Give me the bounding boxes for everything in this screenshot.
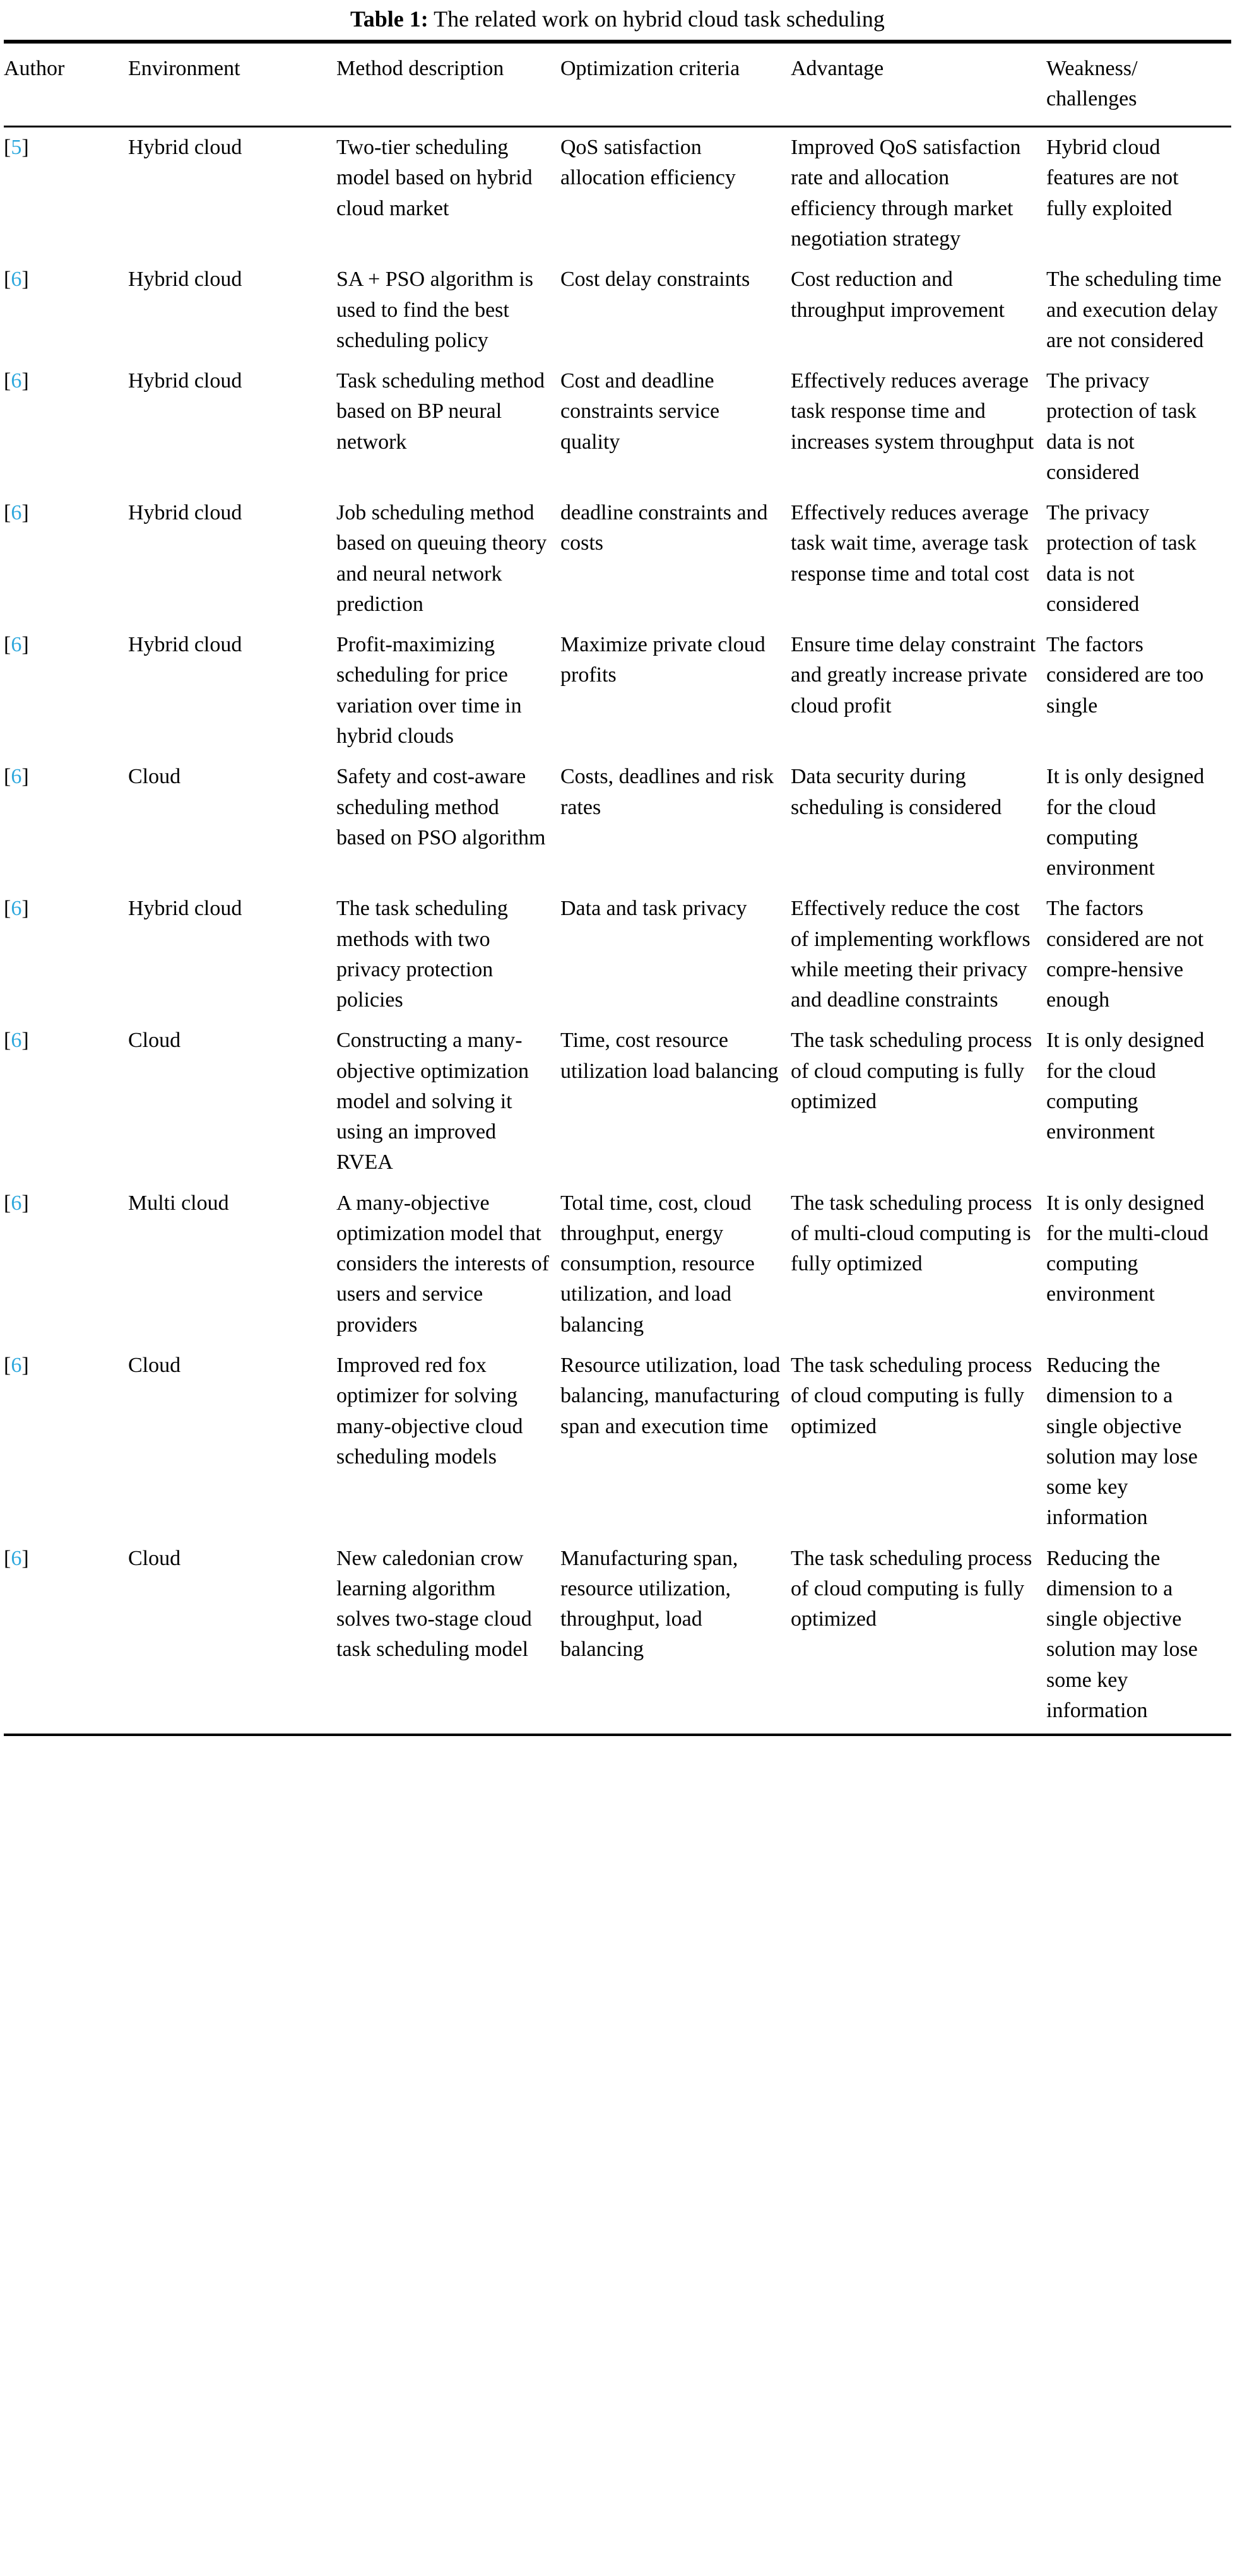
cell-environment: Cloud	[128, 1029, 181, 1053]
cell-weakness: Hybrid cloud features are not fully exploited	[1046, 136, 1179, 220]
citation-bracket-close: ]	[21, 501, 29, 525]
citation-number: 6	[11, 897, 22, 921]
cell-advantage: Effectively reduces average task wait time, average task response time and total cost	[791, 501, 1029, 586]
citation-reference[interactable]	[4, 1029, 29, 1052]
table-caption	[0, 0, 1235, 40]
citation-number: 5	[11, 136, 22, 160]
citation-number: 6	[11, 1191, 22, 1215]
cell-author	[4, 259, 128, 361]
cell-author	[4, 1183, 128, 1345]
table-row	[4, 361, 1231, 493]
cell-method: Two-tier scheduling model based on hybrid cloud market	[336, 136, 533, 220]
cell-criteria: Data and task privacy	[560, 897, 747, 921]
citation-bracket-close: ]	[21, 369, 29, 393]
citation-reference[interactable]	[4, 633, 29, 656]
cell-weakness: The privacy protection of task data is not considered	[1046, 501, 1197, 616]
caption-text: The related work on hybrid cloud task scheduling	[434, 6, 885, 32]
citation-number: 6	[11, 1546, 22, 1570]
cell-advantage: Improved QoS satisfaction rate and allocation efficiency through market negotiation strategy	[791, 136, 1021, 251]
cell-weakness: It is only designed for the cloud computing environment	[1046, 765, 1205, 880]
cell-weakness: Reducing the dimension to a single objective solution may lose some key information	[1046, 1354, 1198, 1530]
table-body	[4, 127, 1231, 1735]
table-row	[4, 757, 1231, 889]
cell-advantage: The task scheduling process of cloud computing is fully optimized	[791, 1546, 1032, 1631]
citation-bracket-close: ]	[21, 633, 29, 657]
citation-reference[interactable]	[4, 1354, 29, 1377]
citation-bracket-close: ]	[21, 765, 29, 789]
table-row	[4, 127, 1231, 260]
citation-bracket-open: [	[4, 1354, 11, 1378]
citation-bracket-open: [	[4, 501, 11, 525]
cell-criteria: Maximize private cloud profits	[560, 633, 765, 687]
citation-reference[interactable]	[4, 897, 29, 920]
cell-weakness: The scheduling time and execution delay are not considered	[1046, 268, 1222, 352]
cell-author	[4, 757, 128, 889]
citation-reference[interactable]	[4, 369, 29, 393]
cell-advantage: Effectively reduce the cost of implementing workflows while meeting their privacy and deadline constraints	[791, 897, 1031, 1012]
citation-reference[interactable]	[4, 501, 29, 524]
citation-bracket-close: ]	[21, 897, 29, 921]
table-row	[4, 1539, 1231, 1732]
column-header-environment: Environment	[128, 57, 240, 80]
related-work-table	[4, 40, 1231, 1736]
cell-method: Safety and cost-aware scheduling method based on PSO algorithm	[336, 765, 546, 849]
citation-bracket-close: ]	[21, 1354, 29, 1378]
citation-number: 6	[11, 369, 22, 393]
cell-method: Profit-maximizing scheduling for price variation over time in hybrid clouds	[336, 633, 522, 748]
cell-criteria: Cost delay constraints	[560, 268, 750, 292]
citation-bracket-open: [	[4, 369, 11, 393]
cell-author	[4, 361, 128, 493]
cell-environment: Hybrid cloud	[128, 501, 242, 525]
cell-environment: Cloud	[128, 765, 181, 789]
citation-bracket-open: [	[4, 1029, 11, 1053]
cell-weakness: It is only designed for the multi-cloud computing environment	[1046, 1191, 1208, 1306]
citation-bracket-close: ]	[21, 1546, 29, 1570]
citation-bracket-open: [	[4, 136, 11, 160]
cell-criteria: Time, cost resource utilization load balancing	[560, 1029, 779, 1083]
cell-criteria: deadline constraints and costs	[560, 501, 768, 555]
table-row	[4, 1183, 1231, 1345]
table-row	[4, 493, 1231, 625]
column-header-advantage: Advantage	[791, 57, 884, 80]
citation-bracket-close: ]	[21, 1191, 29, 1215]
table-row	[4, 889, 1231, 1020]
citation-number: 6	[11, 268, 22, 292]
column-header-author: Author	[4, 57, 65, 80]
cell-advantage: Effectively reduces average task response time and increases system throughput	[791, 369, 1034, 454]
cell-environment: Hybrid cloud	[128, 897, 242, 921]
column-header-method: Method description	[336, 57, 504, 80]
cell-method: Improved red fox optimizer for solving many-objective cloud scheduling models	[336, 1354, 523, 1468]
citation-reference[interactable]	[4, 1191, 29, 1215]
citation-bracket-close: ]	[21, 1029, 29, 1053]
cell-method: SA + PSO algorithm is used to find the best scheduling policy	[336, 268, 534, 352]
cell-criteria: Resource utilization, load balancing, manufacturing span and execution time	[560, 1354, 781, 1438]
cell-weakness: It is only designed for the cloud computing environment	[1046, 1029, 1205, 1144]
cell-method: A many-objective optimization model that considers the interests of users and service providers	[336, 1191, 550, 1337]
citation-bracket-open: [	[4, 765, 11, 789]
citation-reference[interactable]	[4, 268, 29, 291]
citation-reference[interactable]	[4, 765, 29, 788]
table-row	[4, 625, 1231, 757]
citation-bracket-open: [	[4, 633, 11, 657]
citation-number: 6	[11, 501, 22, 525]
cell-advantage: The task scheduling process of multi-cloud computing is fully optimized	[791, 1191, 1032, 1276]
bottom-rule	[4, 1731, 1231, 1735]
cell-criteria: Cost and deadline constraints service quality	[560, 369, 720, 454]
cell-criteria: Manufacturing span, resource utilization, throughput, load balancing	[560, 1546, 738, 1662]
citation-number: 6	[11, 765, 22, 789]
cell-method: Task scheduling method based on BP neural network	[336, 369, 545, 454]
column-header-criteria: Optimization criteria	[560, 57, 740, 80]
cell-environment: Hybrid cloud	[128, 268, 242, 292]
cell-criteria: Costs, deadlines and risk rates	[560, 765, 774, 819]
citation-number: 6	[11, 1354, 22, 1378]
citation-bracket-open: [	[4, 268, 11, 292]
cell-author	[4, 1345, 128, 1539]
cell-author	[4, 127, 128, 260]
citation-bracket-open: [	[4, 1546, 11, 1570]
cell-criteria: QoS satisfaction allocation efficiency	[560, 136, 736, 190]
cell-advantage: Cost reduction and throughput improvement	[791, 268, 1005, 322]
table-row	[4, 259, 1231, 361]
citation-bracket-open: [	[4, 1191, 11, 1215]
citation-bracket-close: ]	[21, 136, 29, 160]
cell-weakness: The privacy protection of task data is not considered	[1046, 369, 1197, 484]
cell-environment: Hybrid cloud	[128, 369, 242, 393]
cell-environment: Cloud	[128, 1546, 181, 1570]
cell-author	[4, 625, 128, 757]
table-row	[4, 1020, 1231, 1183]
cell-environment: Cloud	[128, 1354, 181, 1378]
citation-bracket-close: ]	[21, 268, 29, 292]
cell-author	[4, 1539, 128, 1732]
cell-advantage: Ensure time delay constraint and greatly increase private cloud profit	[791, 633, 1036, 718]
table-header	[4, 41, 1231, 127]
citation-reference[interactable]	[4, 1547, 29, 1570]
cell-method: New caledonian crow learning algorithm solves two-stage cloud task scheduling model	[336, 1546, 532, 1662]
citation-bracket-open: [	[4, 897, 11, 921]
citation-reference[interactable]	[4, 136, 29, 159]
cell-author	[4, 493, 128, 625]
cell-author	[4, 1020, 128, 1183]
cell-method: The task scheduling methods with two privacy protection policies	[336, 897, 508, 1012]
cell-environment: Multi cloud	[128, 1191, 229, 1215]
cell-advantage: The task scheduling process of cloud computing is fully optimized	[791, 1354, 1032, 1438]
table-header-row	[4, 43, 1231, 124]
cell-weakness: The factors considered are too single	[1046, 633, 1204, 718]
citation-number: 6	[11, 633, 22, 657]
cell-advantage: Data security during scheduling is considered	[791, 765, 1002, 819]
cell-environment: Hybrid cloud	[128, 633, 242, 657]
cell-method: Constructing a many-objective optimization model and solving it using an improved RVEA	[336, 1029, 529, 1174]
citation-number: 6	[11, 1029, 22, 1053]
cell-author	[4, 889, 128, 1020]
cell-criteria: Total time, cost, cloud throughput, energy consumption, resource utilization, and load balancing	[560, 1191, 755, 1337]
cell-advantage: The task scheduling process of cloud computing is fully optimized	[791, 1029, 1032, 1113]
cell-weakness: The factors considered are not compre-hensive enough	[1046, 897, 1204, 1012]
caption-label: Table 1:	[350, 6, 428, 32]
cell-method: Job scheduling method based on queuing theory and neural network prediction	[336, 501, 547, 616]
table-row	[4, 1345, 1231, 1539]
cell-weakness: Reducing the dimension to a single objective solution may lose some key information	[1046, 1546, 1198, 1722]
cell-environment: Hybrid cloud	[128, 136, 242, 160]
column-header-weakness: Weakness/ challenges	[1046, 57, 1138, 110]
